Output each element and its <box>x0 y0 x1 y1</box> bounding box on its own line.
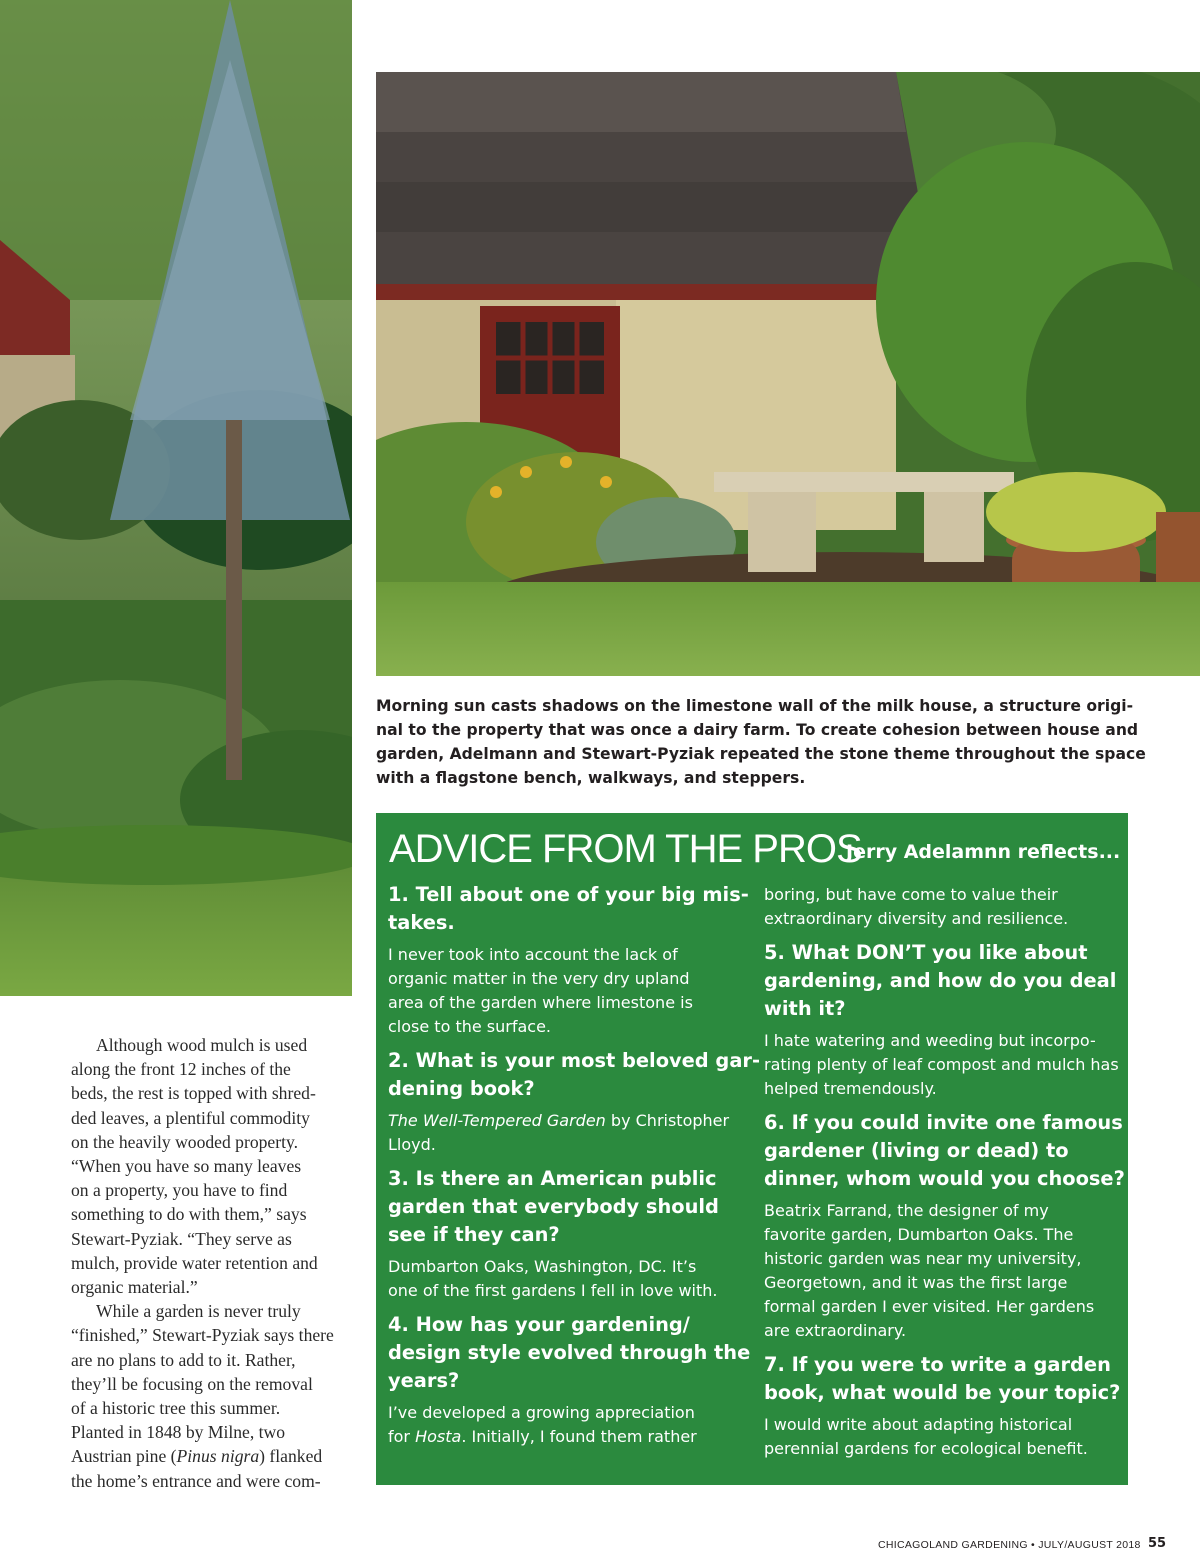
body-line: Although wood mulch is used <box>96 1035 308 1055</box>
answer-line: area of the garden where limestone is <box>388 993 693 1012</box>
answer-line: extraordinary diversity and resilience. <box>764 909 1069 928</box>
body-line: Stewart-Pyziak. “They serve as <box>71 1228 292 1249</box>
body-line: Planted in 1848 by Milne, two <box>71 1422 286 1443</box>
caption-line: garden, Adelmann and Stewart-Pyziak repeated the stone theme throughout the space <box>376 745 1146 763</box>
question-5 <box>764 939 1124 1023</box>
left-garden-photo <box>0 0 352 996</box>
answer-1 <box>388 943 748 1039</box>
publication-footer: CHICAGOLAND GARDENING • JULY/AUGUST 2018 <box>878 1539 1141 1551</box>
answer-line: organic matter in the very dry upland <box>388 969 690 988</box>
answer-segment: by Christopher <box>605 1111 730 1130</box>
question-line: years? <box>388 1369 460 1392</box>
answer-3 <box>388 1255 748 1303</box>
answer-line: helped tremendously. <box>764 1079 937 1098</box>
body-line: are no plans to add to it. Rather, <box>71 1349 296 1370</box>
question-line: with it? <box>764 997 846 1020</box>
answer-line: I’ve developed a growing appreciation <box>388 1403 695 1422</box>
answer-6 <box>764 1199 1124 1343</box>
answer-line: I never took into account the lack of <box>388 945 678 964</box>
question-line: 4. How has your gardening/ <box>388 1313 690 1336</box>
answer-line <box>388 1425 748 1449</box>
photo-caption <box>376 694 1146 790</box>
body-line: beds, the rest is topped with shred- <box>71 1083 316 1104</box>
answer-5 <box>764 1029 1124 1101</box>
answer-line: rating plenty of leaf compost and mulch has <box>764 1055 1119 1074</box>
answer-line: Dumbarton Oaks, Washington, DC. It’s <box>388 1257 697 1276</box>
answer-line <box>388 1109 748 1133</box>
question-line: 7. If you were to write a garden <box>764 1353 1111 1376</box>
answer-line: close to the surface. <box>388 1017 552 1036</box>
body-line: they’ll be focusing on the removal <box>71 1373 313 1394</box>
advice-column-right <box>764 883 1124 1469</box>
answer-line: I hate watering and weeding but incorpo- <box>764 1031 1096 1050</box>
article-body <box>71 1033 355 1493</box>
answer-line: Georgetown, and it was the first large <box>764 1273 1068 1292</box>
body-text-segment: Austrian pine ( <box>71 1446 177 1467</box>
caption-line: nal to the property that was once a dairy farm. To create cohesion between house and <box>376 721 1139 739</box>
plant-name: Hosta <box>415 1427 462 1446</box>
question-6 <box>764 1109 1124 1193</box>
book-title: The Well-Tempered Garden <box>388 1111 606 1130</box>
body-line: organic material.” <box>71 1277 198 1298</box>
body-line-mixed <box>71 1444 355 1468</box>
question-line: 3. Is there an American public <box>388 1167 717 1190</box>
question-line: gardener (living or dead) to <box>764 1139 1069 1162</box>
question-line: takes. <box>388 911 455 934</box>
answer-line: one of the first gardens I fell in love with. <box>388 1281 718 1300</box>
caption-line: with a flagstone bench, walkways, and steppers. <box>376 769 806 787</box>
answer-line: perennial gardens for ecological benefit. <box>764 1439 1088 1458</box>
question-line: 2. What is your most beloved gar- <box>388 1049 761 1072</box>
question-line: garden that everybody should <box>388 1195 719 1218</box>
milk-house-photo <box>376 72 1200 676</box>
answer-7 <box>764 1413 1124 1461</box>
answer-4-continued <box>764 883 1124 931</box>
advice-column-left <box>388 881 761 1457</box>
answer-line: are extraordinary. <box>764 1321 907 1340</box>
answer-line: favorite garden, Dumbarton Oaks. The <box>764 1225 1074 1244</box>
body-line: While a garden is never truly <box>96 1301 301 1322</box>
body-line: on a property, you have to find <box>71 1180 288 1201</box>
answer-line: historic garden was near my university, <box>764 1249 1082 1268</box>
question-line: see if they can? <box>388 1223 560 1246</box>
advice-sidebar <box>376 813 1128 1485</box>
question-4 <box>388 1311 751 1395</box>
question-line: design style evolved through the <box>388 1341 751 1364</box>
answer-line: formal garden I ever visited. Her gardens <box>764 1297 1095 1316</box>
question-3 <box>388 1165 748 1249</box>
body-italic-latin: Pinus nigra <box>176 1446 260 1467</box>
body-line: “When you have so many leaves <box>71 1156 302 1177</box>
body-line: of a historic tree this summer. <box>71 1398 281 1419</box>
question-line: 5. What DON’T you like about <box>764 941 1088 964</box>
question-1 <box>388 881 748 937</box>
answer-2 <box>388 1109 748 1157</box>
question-line: gardening, and how do you deal <box>764 969 1117 992</box>
answer-4 <box>388 1401 748 1449</box>
advice-subtitle: Jerry Adelamnn reflects... <box>846 841 1121 863</box>
body-line: along the front 12 inches of the <box>71 1059 291 1080</box>
body-line: the home’s entrance and were com- <box>71 1470 321 1491</box>
body-line: on the heavily wooded property. <box>71 1131 299 1152</box>
body-line: something to do with them,” says <box>71 1204 307 1225</box>
question-line: 1. Tell about one of your big mis- <box>388 883 749 906</box>
question-line: dinner, whom would you choose? <box>764 1167 1125 1190</box>
answer-line: Beatrix Farrand, the designer of my <box>764 1201 1049 1220</box>
question-7 <box>764 1351 1124 1407</box>
question-2 <box>388 1047 761 1103</box>
answer-segment: . Initially, I found them rather <box>461 1427 697 1446</box>
question-line: 6. If you could invite one famous <box>764 1111 1123 1134</box>
answer-line: boring, but have come to value their <box>764 885 1058 904</box>
body-line: “finished,” Stewart-Pyziak says there <box>71 1325 334 1346</box>
question-line: dening book? <box>388 1077 535 1100</box>
caption-line: Morning sun casts shadows on the limestone wall of the milk house, a structure origi- <box>376 697 1134 715</box>
advice-title: ADVICE FROM THE PROS <box>389 827 862 871</box>
body-line: mulch, provide water retention and <box>71 1252 318 1273</box>
page-number: 55 <box>1148 1536 1167 1551</box>
answer-line: Lloyd. <box>388 1135 436 1154</box>
body-line: ded leaves, a plentiful commodity <box>71 1107 310 1128</box>
question-line: book, what would be your topic? <box>764 1381 1121 1404</box>
answer-line: I would write about adapting historical <box>764 1415 1073 1434</box>
answer-segment: for <box>388 1427 416 1446</box>
body-text-segment: ) flanked <box>259 1446 323 1467</box>
